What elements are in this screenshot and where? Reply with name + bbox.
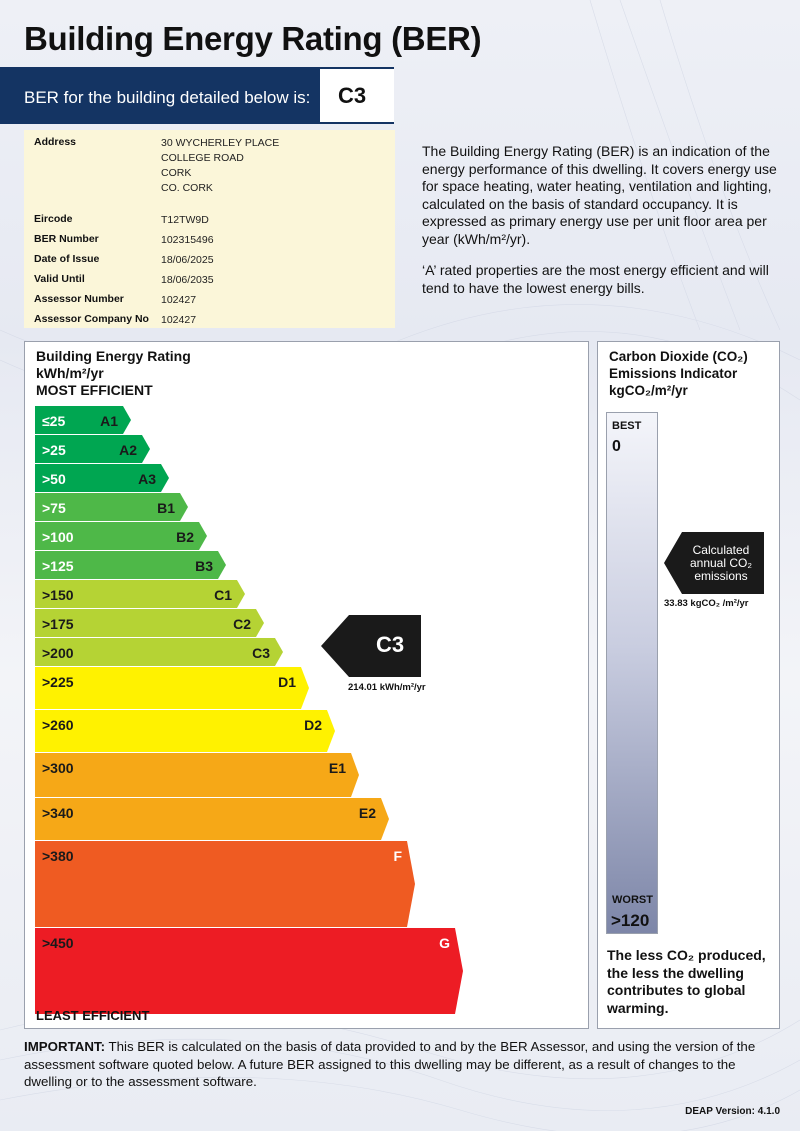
- details-label: Assessor Number: [34, 293, 124, 305]
- ber-band-f: [35, 841, 415, 927]
- co2-title: Carbon Dioxide (CO₂): [609, 349, 748, 364]
- ber-band-grade: E1: [328, 760, 346, 776]
- co2-scale-bar: [606, 412, 658, 934]
- ber-band-d2: [35, 710, 335, 752]
- ber-band-range: >125: [42, 558, 74, 574]
- ber-band-range: >300: [42, 760, 74, 776]
- ber-banner-text: BER for the building detailed below is:: [24, 88, 311, 107]
- current-rating-value: 214.01 kWh/m²/yr: [348, 682, 426, 693]
- details-value: 18/06/2035: [161, 274, 214, 286]
- ber-band-grade: C1: [214, 587, 232, 603]
- ber-band-g: [35, 928, 463, 1014]
- ber-band-grade: F: [393, 848, 402, 864]
- ber-band-bar: [35, 753, 359, 797]
- important-text: This BER is calculated on the basis of data provided to and by the BER Assessor, and using the version of the assessment software quoted below. A future BER assigned to this dwelling may be different, as a result of changes to the dwelling or to the assessment software.: [24, 1039, 756, 1089]
- ber-band-grade: B1: [157, 500, 175, 516]
- details-value: 102427: [161, 314, 197, 326]
- ber-band-b1: [35, 493, 188, 521]
- ber-band-grade: B2: [176, 529, 194, 545]
- ber-band-range: ≤25: [42, 413, 66, 429]
- co2-panel: [597, 341, 780, 1029]
- ber-band-range: >25: [42, 442, 66, 458]
- ber-rating-value: C3: [320, 69, 394, 122]
- co2-arrow-text: Calculated annual CO₂ emissions: [689, 543, 753, 583]
- details-label: Date of Issue: [34, 253, 100, 265]
- building-details-panel: [24, 130, 395, 328]
- ber-band-c1: [35, 580, 245, 608]
- ber-band-range: >100: [42, 529, 74, 545]
- ber-scale-title: Building Energy Rating: [36, 348, 191, 364]
- co2-unit: kgCO₂/m²/yr: [609, 383, 688, 398]
- ber-band-range: >75: [42, 500, 66, 516]
- details-value: 102427: [161, 294, 197, 306]
- details-value: 18/06/2025: [161, 254, 214, 266]
- least-efficient-label: LEAST EFFICIENT: [36, 1008, 150, 1023]
- ber-description: The Building Energy Rating (BER) is an indication of the energy performance of this dwelling. It covers energy use for space heating, water heating, ventilation and lighting, calculated on the basis of standard occupancy. It is expressed as primary energy use per unit floor area per year (kWh/m²/yr).: [422, 143, 777, 247]
- details-label: Eircode: [34, 213, 73, 225]
- ber-band-bar: [35, 798, 389, 840]
- ber-band-a2: [35, 435, 150, 463]
- ber-band-b2: [35, 522, 207, 550]
- ber-band-range: >175: [42, 616, 74, 632]
- details-value: 102315496: [161, 234, 214, 246]
- deap-version: DEAP Version: 4.1.0: [685, 1106, 780, 1117]
- co2-worst-value: >120: [611, 911, 650, 930]
- most-efficient-label: MOST EFFICIENT: [36, 382, 153, 398]
- ber-band-grade: D1: [278, 674, 296, 690]
- ber-scale-panel: [24, 341, 589, 1029]
- ber-band-range: >450: [42, 935, 74, 951]
- ber-band-grade: A3: [138, 471, 156, 487]
- details-label: Address: [34, 136, 77, 148]
- ber-band-range: >340: [42, 805, 74, 821]
- co2-best-value: 0: [612, 438, 621, 455]
- co2-subtitle: Emissions Indicator: [609, 366, 738, 381]
- co2-best-label: BEST: [612, 420, 642, 432]
- ber-band-range: >225: [42, 674, 74, 690]
- details-value: T12TW9D: [161, 214, 209, 226]
- important-notice: [24, 1038, 774, 1091]
- ber-band-grade: G: [439, 935, 450, 951]
- ber-band-d1: [35, 667, 309, 709]
- ber-band-grade: A2: [119, 442, 137, 458]
- co2-footnote: The less CO₂ produced, the less the dwelling contributes to global warming.: [607, 947, 766, 1016]
- ber-band-e1: [35, 753, 359, 797]
- ber-band-scale: [25, 342, 590, 1030]
- details-label: Valid Until: [34, 273, 85, 285]
- important-lead: IMPORTANT:: [24, 1039, 106, 1054]
- page-title: Building Energy Rating (BER): [24, 20, 482, 57]
- ber-band-c3: [35, 638, 283, 666]
- ber-band-range: >200: [42, 645, 74, 661]
- ber-band-range: >50: [42, 471, 66, 487]
- details-label: BER Number: [34, 233, 99, 245]
- ber-band-bar: [35, 667, 309, 709]
- ber-band-c2: [35, 609, 264, 637]
- ber-band-range: >260: [42, 717, 74, 733]
- details-value: 30 WYCHERLEY PLACE COLLEGE ROAD CORK CO. CORK: [161, 137, 280, 194]
- ber-a-rating-note: ‘A’ rated properties are the most energy efficient and will tend to have the lowest energy bills.: [422, 262, 769, 296]
- ber-band-range: >150: [42, 587, 74, 603]
- ber-band-grade: A1: [100, 413, 118, 429]
- co2-heading: [609, 348, 748, 399]
- current-rating-label: C3: [375, 632, 405, 657]
- ber-band-grade: E2: [358, 805, 376, 821]
- ber-scale-unit: kWh/m²/yr: [36, 365, 104, 381]
- ber-band-range: >380: [42, 848, 74, 864]
- ber-band-b3: [35, 551, 226, 579]
- ber-band-e2: [35, 798, 389, 840]
- ber-band-bar: [35, 710, 335, 752]
- co2-value: 33.83 kgCO₂ /m²/yr: [664, 598, 749, 609]
- details-label: Assessor Company No: [34, 313, 149, 325]
- ber-band-grade: D2: [304, 717, 322, 733]
- ber-band-grade: C2: [233, 616, 251, 632]
- ber-banner: [0, 67, 394, 124]
- co2-worst-label: WORST: [612, 894, 653, 906]
- ber-band-bar: [35, 928, 463, 1014]
- ber-band-bar: [35, 841, 415, 927]
- ber-band-grade: B3: [195, 558, 213, 574]
- ber-band-grade: C3: [252, 645, 270, 661]
- ber-band-a1: [35, 406, 131, 434]
- ber-band-a3: [35, 464, 169, 492]
